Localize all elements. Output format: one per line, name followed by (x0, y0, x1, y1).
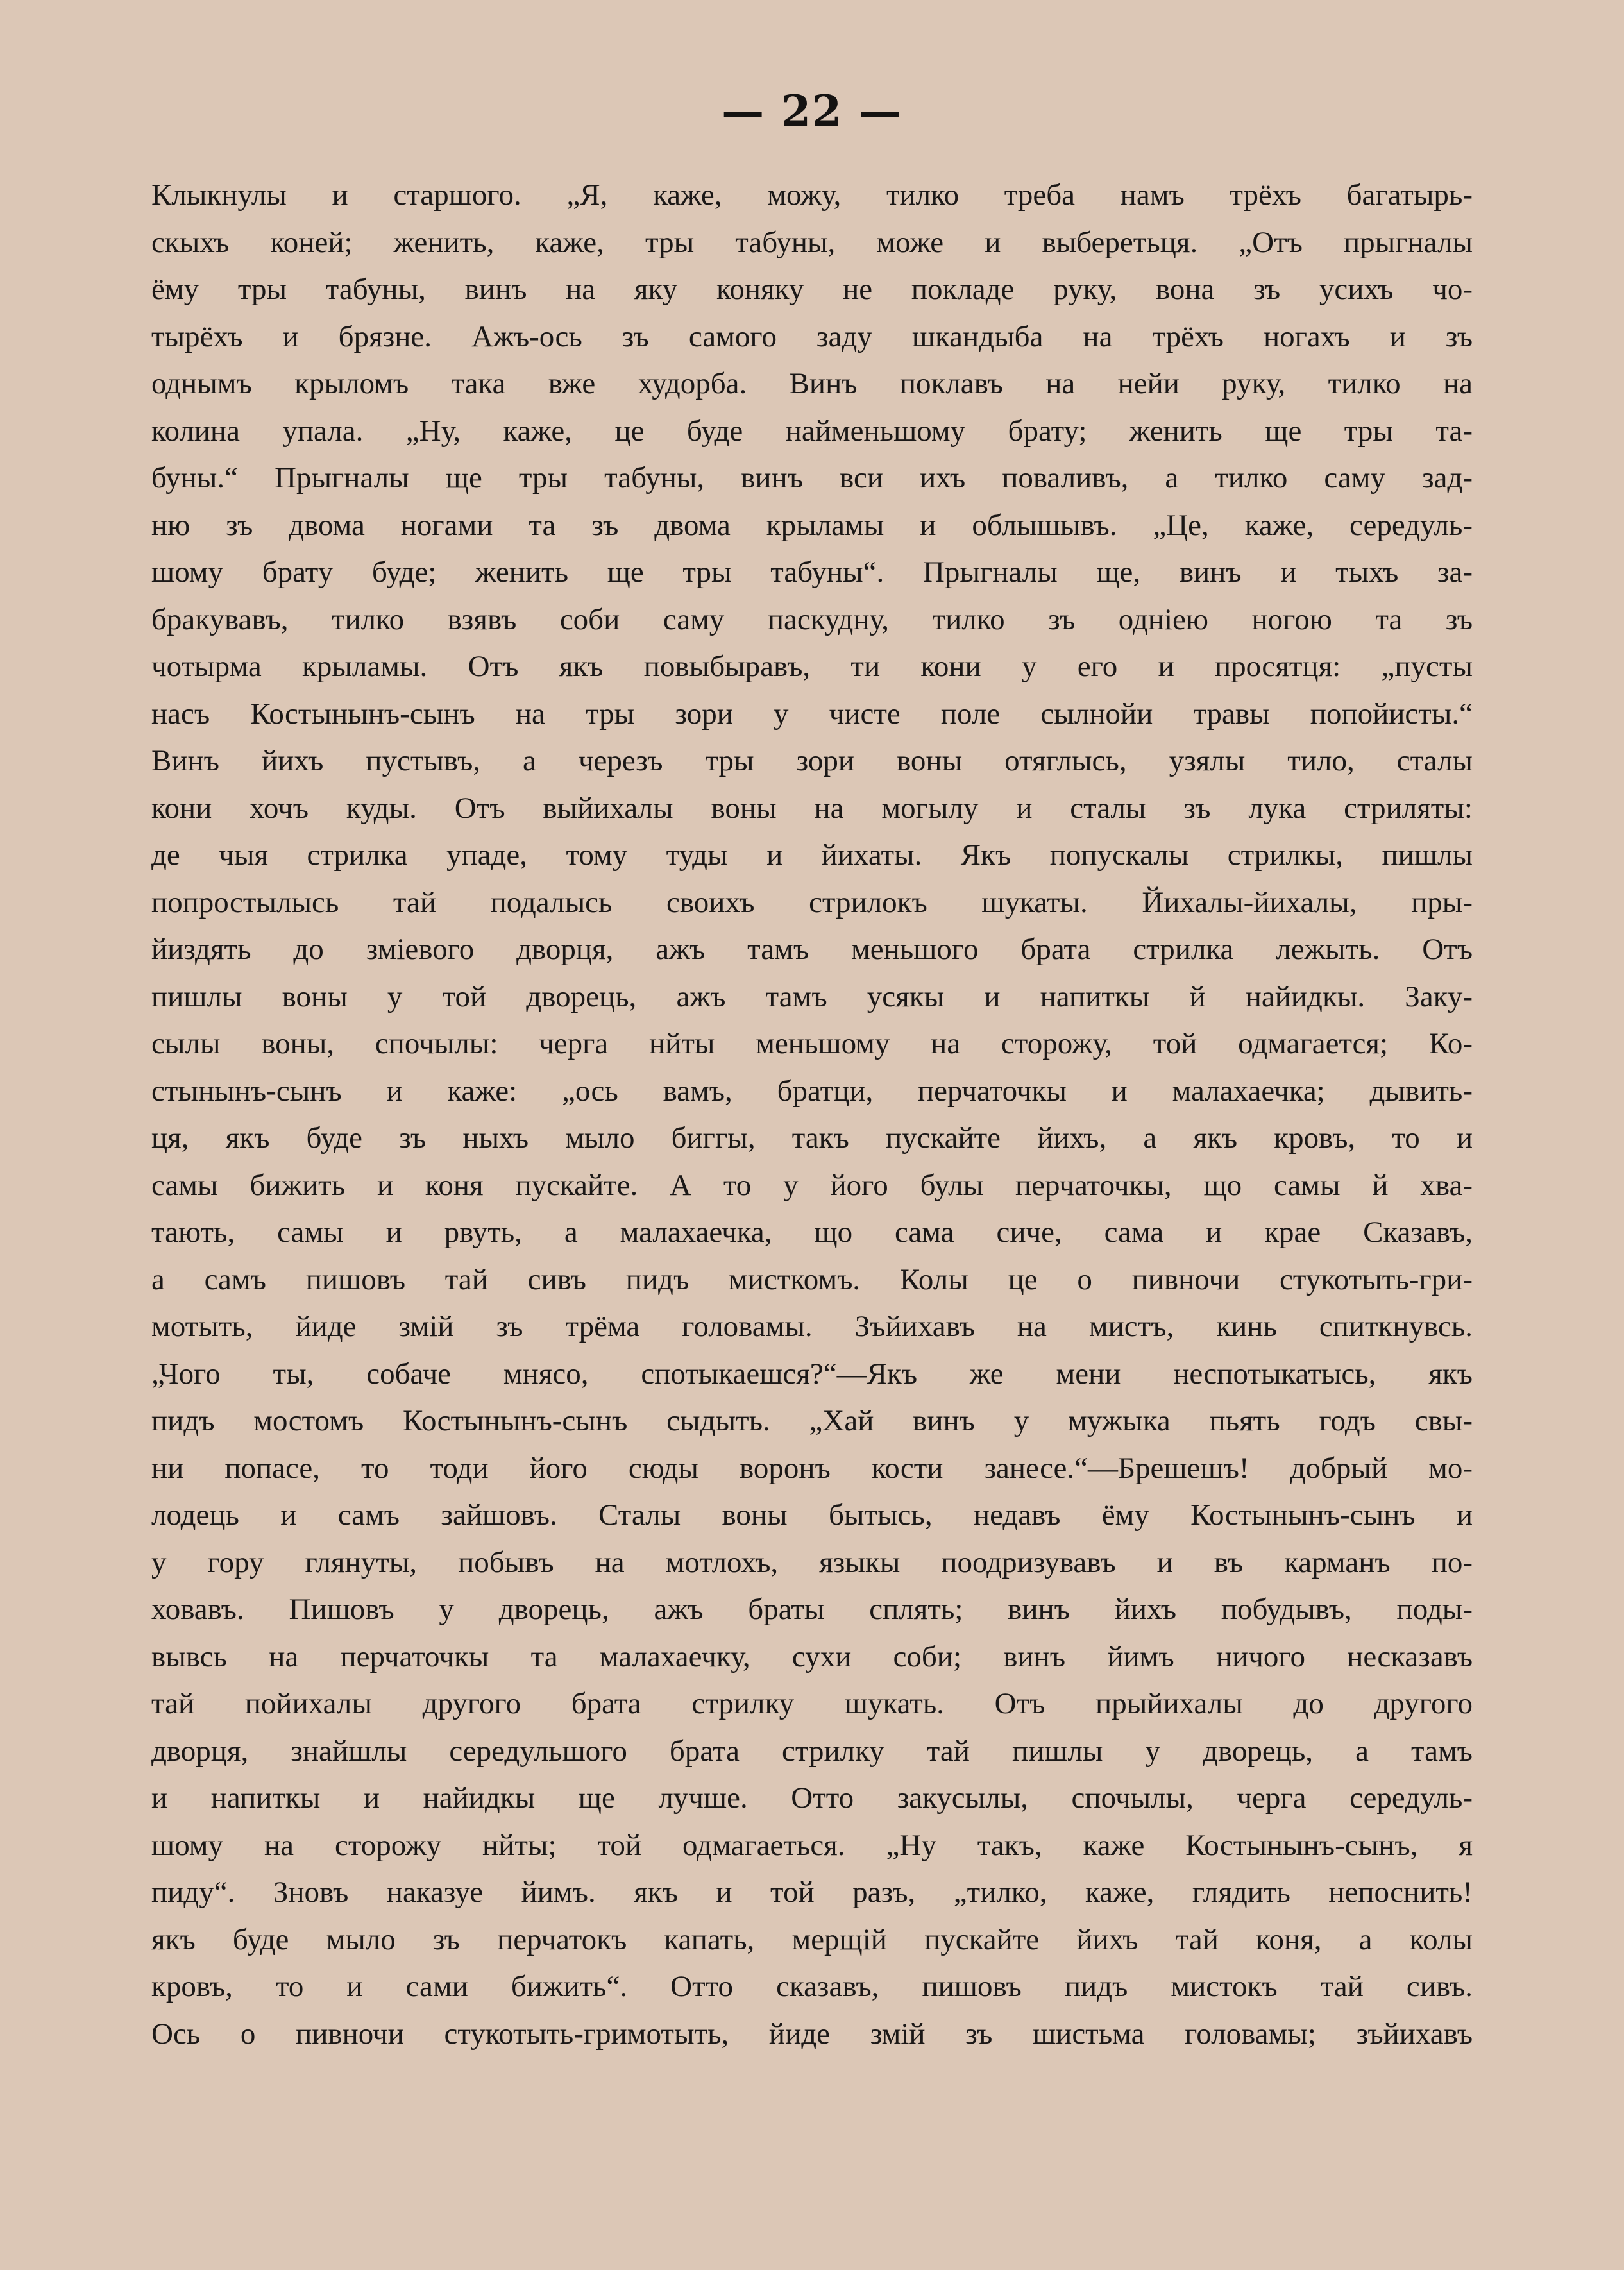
text-line: тай пойихалы другого брата стрилку шукать. Отъ прыйихалы до другого (151, 1687, 1473, 1720)
text-line: сылы воны, спочылы: черга нйты меньшому на сторожу, той одмагается; Ко- (151, 1027, 1473, 1060)
page-number: — 22 — (722, 86, 902, 136)
text-line: пишлы воны у той дворець, ажъ тамъ усякы и напиткы й найидкы. Заку- (151, 979, 1473, 1013)
text-line: де чыя стрилка упаде, тому туды и йихаты. Якъ попускалы стрилкы, пишлы (151, 838, 1473, 872)
text-line: колина упала. „Ну, каже, це буде найменьшому брату; женить ще тры та- (151, 414, 1473, 448)
text-line: бракувавъ, тилко взявъ соби саму паскудну, тилко зъ одніею ногою та зъ (151, 602, 1473, 636)
text-line: шому на сторожу нйты; той одмагаеться. „Ну такъ, каже Костынынъ-сынъ, я (151, 1828, 1473, 1862)
text-line: лодець и самъ зайшовъ. Сталы воны бытысь, недавъ ёму Костынынъ-сынъ и (151, 1498, 1473, 1532)
text-line: дворця, знайшлы середульшого брата стрилку тай пишлы у дворець, а тамъ (151, 1734, 1473, 1768)
text-line: кровъ, то и сами бижить“. Отто сказавъ, пишовъ пидъ мистокъ тай сивъ. (151, 1970, 1473, 2003)
body-text (151, 172, 1473, 2058)
text-line: стынынъ-сынъ и каже: „ось вамъ, братци, перчаточкы и малахаечка; дывить- (151, 1074, 1473, 1108)
text-line: ёму тры табуны, винъ на яку коняку не покладе руку, вона зъ усихъ чо- (151, 273, 1473, 306)
text-line: вывсь на перчаточкы та малахаечку, сухи соби; винъ йимъ ничого несказавъ (151, 1639, 1473, 1673)
text-line: якъ буде мыло зъ перчатокъ капать, мерщій пускайте йихъ тай коня, а колы (151, 1922, 1473, 1956)
text-line: самы бижить и коня пускайте. А то у його булы перчаточкы, що самы й хва- (151, 1168, 1473, 1202)
text-line: буны.“ Прыгналы ще тры табуны, винъ вси ихъ поваливъ, а тилко саму зад- (151, 461, 1473, 495)
text-line: ховавъ. Пишовъ у дворець, ажъ браты сплять; винъ йихъ побудывъ, поды- (151, 1593, 1473, 1626)
text-line: Винъ йихъ пустывъ, а черезъ тры зори воны отяглысь, узялы тило, сталы (151, 744, 1473, 777)
text-line: однымъ крыломъ така вже худорба. Винъ поклавъ на нейи руку, тилко на (151, 367, 1473, 400)
text-line: пидъ мостомъ Костынынъ-сынъ сыдыть. „Хай винъ у мужыка пьять годъ свы- (151, 1404, 1473, 1437)
text-line: скыхъ коней; женить, каже, тры табуны, може и выберетьця. „Отъ прыгналы (151, 225, 1473, 259)
text-line: тають, самы и рвуть, а малахаечка, що сама сиче, сама и крае Сказавъ, (151, 1215, 1473, 1249)
text-line: ни попасе, то тоди його сюды воронъ кости занесе.“—Брешешъ! добрый мо- (151, 1451, 1473, 1485)
text-line: Клыкнулы и старшого. „Я, каже, можу, тилко треба намъ трёхъ багатырь- (151, 178, 1473, 212)
text-line: кони хочъ куды. Отъ выйихалы воны на могылу и сталы зъ лука стриляты: (151, 791, 1473, 825)
text-line: тырёхъ и брязне. Ажъ-ось зъ самого заду шкандыба на трёхъ ногахъ и зъ (151, 319, 1473, 353)
text-line: чотырма крыламы. Отъ якъ повыбыравъ, ти кони у его и просятця: „пусты (151, 650, 1473, 683)
text-line: мотыть, йиде змій зъ трёма головамы. Зъйихавъ на мистъ, кинь спиткнувсь. (151, 1310, 1473, 1343)
text-line: „Чого ты, собаче мнясо, спотыкаешся?“—Якъ же мени неспотыкатысь, якъ (151, 1357, 1473, 1391)
text-line: ця, якъ буде зъ ныхъ мыло биггы, такъ пускайте йихъ, а якъ кровъ, то и (151, 1121, 1473, 1155)
text-line: и напиткы и найидкы ще лучше. Отто закусылы, спочылы, черга середуль- (151, 1781, 1473, 1815)
text-line: у гору глянуты, побывъ на мотлохъ, языкы поодризувавъ и въ карманъ по- (151, 1545, 1473, 1579)
text-line: йиздять до зміевого дворця, ажъ тамъ меньшого брата стрилка лежыть. Отъ (151, 933, 1473, 966)
text-line: ню зъ двома ногами та зъ двома крыламы и облышывъ. „Це, каже, середуль- (151, 508, 1473, 542)
text-line: Ось о пивночи стукотыть-гримотыть, йиде змій зъ шистьма головамы; зъйихавъ (151, 2017, 1473, 2051)
text-line: а самъ пишовъ тай сивъ пидъ мисткомъ. Колы це о пивночи стукотыть-гри- (151, 1262, 1473, 1296)
text-line: шому брату буде; женить ще тры табуны“. Прыгналы ще, винъ и тыхъ за- (151, 555, 1473, 589)
text-line: насъ Костынынъ-сынъ на тры зори у чисте поле сылнойи травы попойисты.“ (151, 697, 1473, 731)
text-line: попростылысь тай подалысь своихъ стрилокъ шукаты. Йихалы-йихалы, пры- (151, 885, 1473, 919)
text-line: пиду“. Зновъ наказуе йимъ. якъ и той разъ, „тилко, каже, глядить непоснить! (151, 1876, 1473, 1909)
